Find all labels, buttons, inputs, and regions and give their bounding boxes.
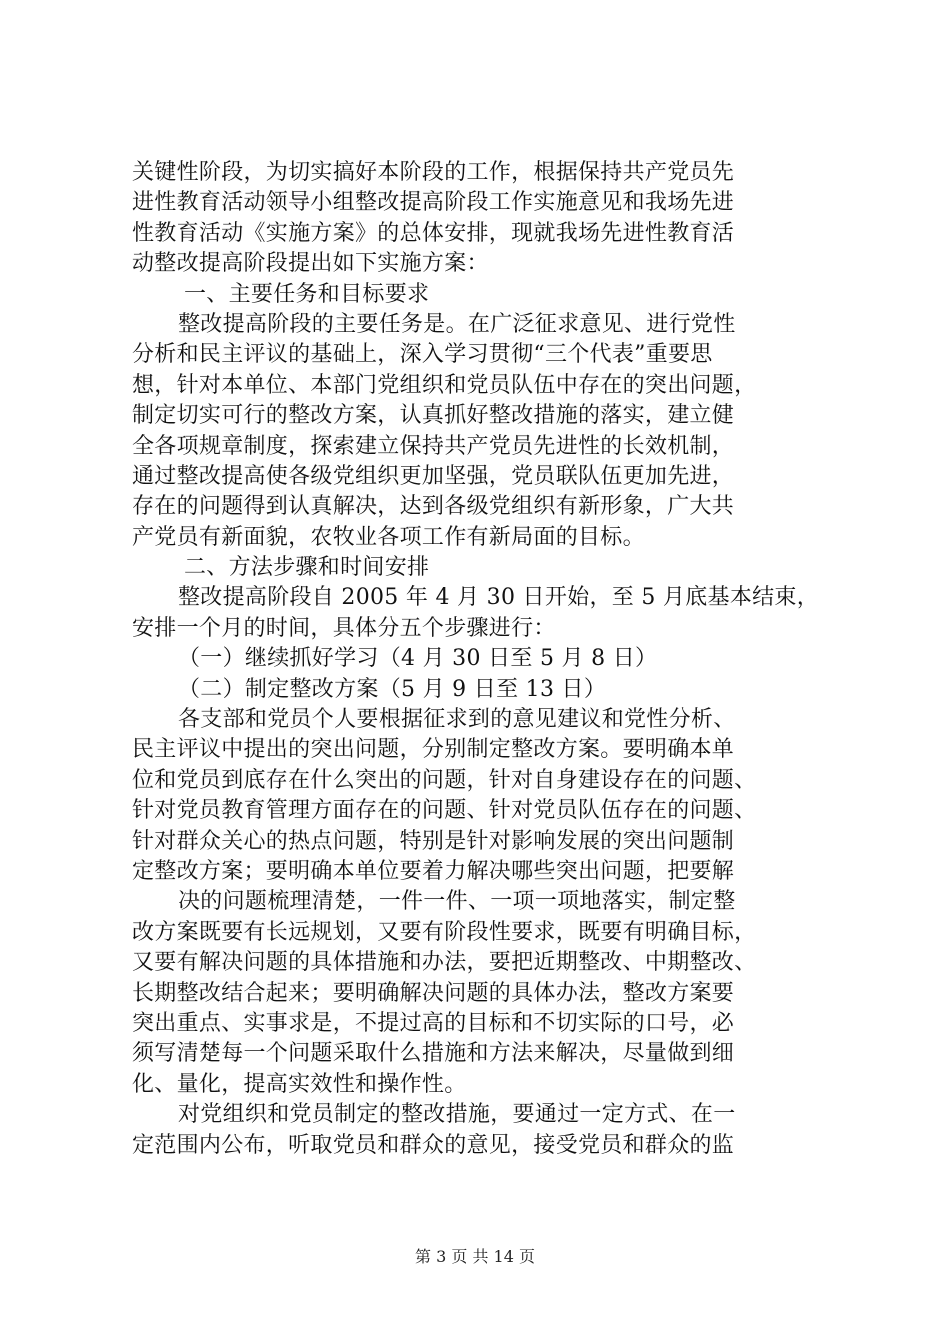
body-line: 想，针对本单位、本部门党组织和党员队伍中存在的突出问题，	[132, 372, 757, 398]
paragraph-start: 各支部和党员个人要根据征求到的意见建议和党性分析、	[178, 707, 736, 733]
paragraph-start: 对党组织和党员制定的整改措施，要通过一定方式、在一	[178, 1102, 736, 1128]
body-line: 定范围内公布，听取党员和群众的意见，接受党员和群众的监	[132, 1132, 735, 1158]
subsection-heading: （一）继续抓好学习（4 月 30 日至 5 月 8 日）	[178, 646, 658, 672]
body-line: 须写清楚每一个问题采取什么措施和方法来解决，尽量做到细	[132, 1041, 735, 1067]
body-line: 存在的问题得到认真解决，达到各级党组织有新形象，广大共	[132, 494, 735, 520]
body-line: 制定切实可行的整改方案，认真抓好整改措施的落实，建立健	[132, 403, 735, 429]
paragraph-start: 决的问题梳理清楚，一件一件、一项一项地落实，制定整	[178, 889, 736, 915]
body-line: 位和党员到底存在什么突出的问题，针对自身建设存在的问题、	[132, 767, 757, 793]
body-line: 针对党员教育管理方面存在的问题、针对党员队伍存在的问题、	[132, 798, 757, 824]
section-heading: 一、主要任务和目标要求	[184, 281, 430, 307]
body-line: 性教育活动《实施方案》的总体安排，现就我场先进性教育活	[132, 220, 735, 246]
body-line: 分析和民主评议的基础上，深入学习贯彻“三个代表”重要思	[132, 342, 713, 368]
document-body	[132, 158, 832, 1161]
body-line: 又要有解决问题的具体措施和办法，要把近期整改、中期整改、	[132, 950, 757, 976]
body-line: 长期整改结合起来；要明确解决问题的具体办法，整改方案要	[132, 980, 735, 1006]
paragraph-start: 整改提高阶段自 2005 年 4 月 30 日开始，至 5 月底基本结束，	[178, 585, 820, 611]
body-line: 动整改提高阶段提出如下实施方案：	[132, 251, 489, 277]
subsection-heading: （二）制定整改方案（5 月 9 日至 13 日）	[178, 676, 607, 702]
body-line: 民主评议中提出的突出问题，分别制定整改方案。要明确本单	[132, 737, 735, 763]
body-line: 定整改方案；要明确本单位要着力解决哪些突出问题，把要解	[132, 858, 735, 884]
body-line: 突出重点、实事求是，不提过高的目标和不切实际的口号，必	[132, 1010, 735, 1036]
paragraph-start: 整改提高阶段的主要任务是。在广泛征求意见、进行党性	[178, 311, 736, 337]
body-line: 化、量化，提高实效性和操作性。	[132, 1071, 467, 1097]
section-heading: 二、方法步骤和时间安排	[184, 555, 430, 581]
body-line: 改方案既要有长远规划，又要有阶段性要求，既要有明确目标，	[132, 919, 757, 945]
page-number-footer: 第 3 页 共 14 页	[415, 1247, 535, 1266]
body-line: 关键性阶段，为切实搞好本阶段的工作，根据保持共产党员先	[132, 160, 735, 185]
body-line: 安排一个月的时间，具体分五个步骤进行：	[132, 615, 556, 641]
body-line: 产党员有新面貌，农牧业各项工作有新局面的目标。	[132, 524, 645, 550]
body-line: 针对群众关心的热点问题，特别是针对影响发展的突出问题制	[132, 828, 735, 854]
body-line: 全各项规章制度，探索建立保持共产党员先进性的长效机制，	[132, 433, 735, 459]
body-line: 通过整改提高使各级党组织更加坚强，党员联队伍更加先进，	[132, 463, 735, 489]
body-line: 进性教育活动领导小组整改提高阶段工作实施意见和我场先进	[132, 190, 735, 216]
